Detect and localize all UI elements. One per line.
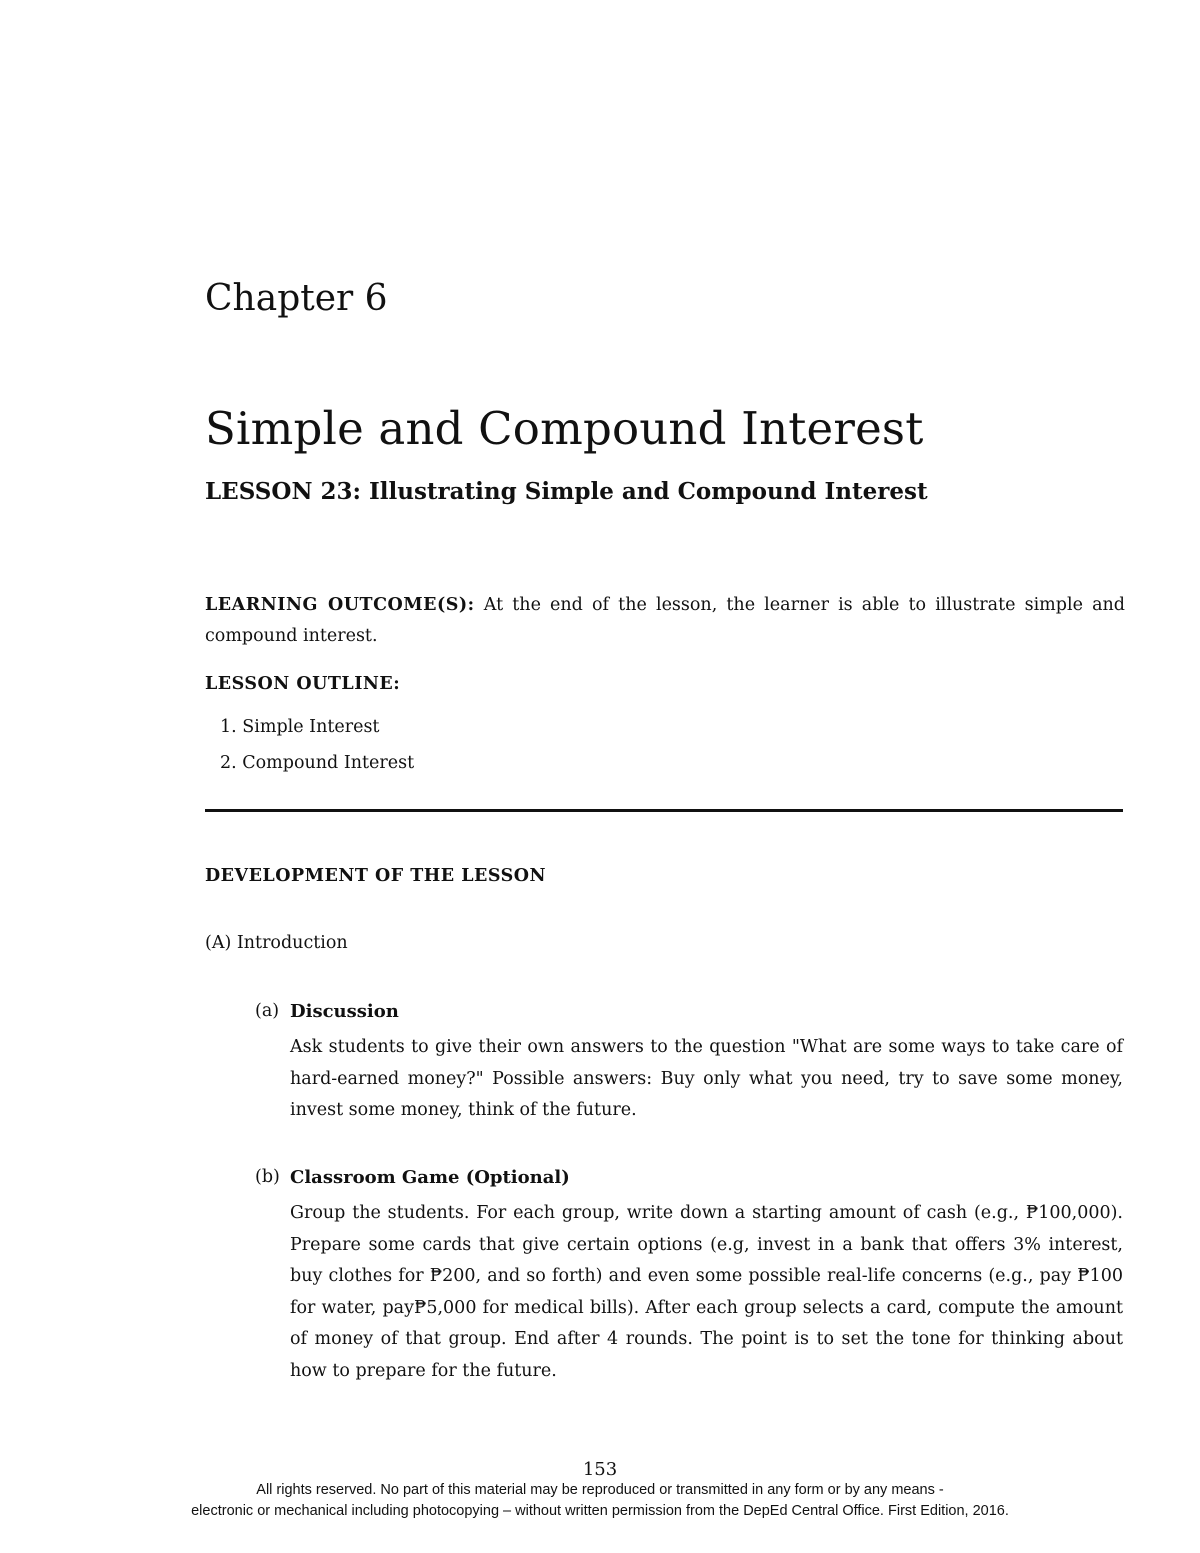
chapter-label: Chapter 6 <box>205 278 388 319</box>
development-heading: DEVELOPMENT OF THE LESSON <box>205 866 546 886</box>
introduction-heading: (A) Introduction <box>205 933 348 953</box>
copyright-line-1: All rights reserved. No part of this material may be reproduced or transmitted in any form or by any means - <box>256 1482 944 1498</box>
item-marker: (a) <box>255 1001 280 1021</box>
learning-outcome-label: LEARNING OUTCOME(S): <box>205 595 475 615</box>
lesson-outline-list <box>220 712 414 784</box>
outline-item-compound-interest: 2. Compound Interest <box>220 753 415 773</box>
item-heading: Classroom Game (Optional) <box>290 1167 570 1188</box>
item-marker: (b) <box>255 1167 280 1187</box>
outline-item-simple-interest: 1. Simple Interest <box>220 717 380 737</box>
chapter-title: Simple and Compound Interest <box>205 402 924 455</box>
item-paragraph: Group the students. For each group, write down a starting amount of cash (e.g., ₱100,000). Prepare some cards that give certain options (e.g, invest in a bank that offers 3% interest, buy clothes for ₱200, and so forth) and even some possible real-life concerns (e.g., pay ₱100 for water, pay₱5,000 for medical bills). After each group selects a card, compute the amount of money of that group. End after 4 rounds. The point is to set the tone for thinking about how to prepare for the future. <box>290 1203 1123 1381</box>
copyright-line-2: electronic or mechanical including photocopying – without written permission from the DepEd Central Office. First Edition, 2016. <box>191 1503 1009 1519</box>
item-paragraph: Ask students to give their own answers to the question "What are some ways to take care of hard-earned money?" Possible answers: Buy only what you need, try to save some money, invest some money, think of the future. <box>290 1037 1123 1120</box>
learning-outcome <box>205 590 1125 652</box>
lesson-outline-heading: LESSON OUTLINE: <box>205 674 401 694</box>
section-divider <box>205 809 1123 812</box>
lesson-title: LESSON 23: Illustrating Simple and Compound Interest <box>205 478 928 505</box>
classroom-game-item <box>255 1167 1125 1387</box>
item-heading: Discussion <box>290 1001 399 1022</box>
learning-outcome-text: At the end of the lesson, the learner is able to illustrate simple and compound interest. <box>205 595 1125 646</box>
discussion-item <box>255 1001 1125 1121</box>
page-number: 153 <box>582 1459 618 1480</box>
